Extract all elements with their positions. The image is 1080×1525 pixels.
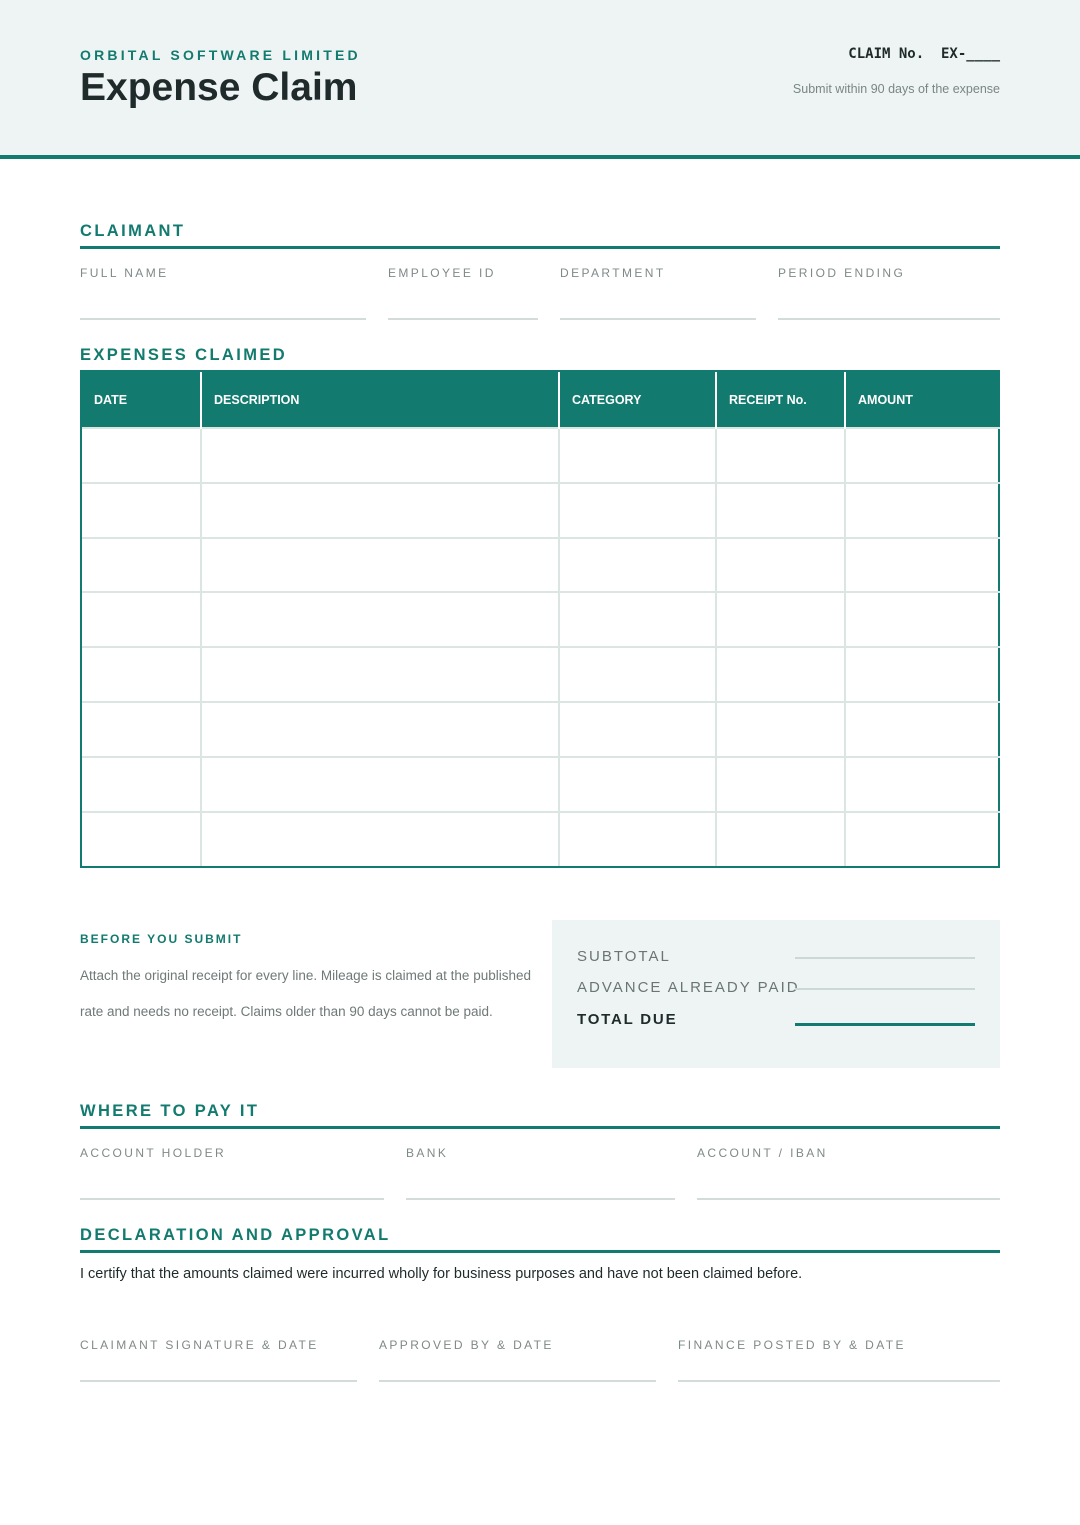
table-row [82, 428, 1000, 483]
submit-deadline-note: Submit within 90 days of the expense [792, 82, 1000, 96]
totals-panel [552, 920, 1000, 1068]
table-row [82, 702, 1000, 757]
date-cell[interactable] [82, 647, 201, 702]
date-cell[interactable] [82, 428, 201, 483]
full-name-label: FULL NAME [80, 266, 169, 280]
date-cell[interactable] [82, 592, 201, 647]
full-name-field[interactable] [80, 266, 366, 320]
company-name: ORBITAL SOFTWARE LIMITED [80, 47, 361, 63]
description-cell[interactable] [201, 812, 559, 867]
total-due-field[interactable] [795, 1023, 975, 1026]
claim-number: CLAIM No. EX-____ [848, 46, 1000, 62]
category-cell[interactable] [559, 702, 716, 757]
finance-posted-label: FINANCE POSTED BY & DATE [678, 1338, 906, 1352]
expenses-table [80, 370, 1000, 868]
account-iban-label: ACCOUNT / IBAN [697, 1146, 828, 1160]
table-row [82, 647, 1000, 702]
employee-id-label: EMPLOYEE ID [388, 266, 496, 280]
amount-cell[interactable] [845, 702, 1000, 757]
amount-cell[interactable] [845, 812, 1000, 867]
approved-by-label: APPROVED BY & DATE [379, 1338, 554, 1352]
receipt-no-cell[interactable] [716, 592, 845, 647]
date-cell[interactable] [82, 538, 201, 593]
description-cell[interactable] [201, 702, 559, 757]
table-row [82, 483, 1000, 538]
date-cell[interactable] [82, 483, 201, 538]
amount-cell[interactable] [845, 647, 1000, 702]
category-cell[interactable] [559, 428, 716, 483]
column-header-date: DATE [82, 372, 201, 428]
table-row [82, 812, 1000, 867]
category-cell[interactable] [559, 812, 716, 867]
declaration-section-title: DECLARATION AND APPROVAL [80, 1226, 1000, 1253]
amount-cell[interactable] [845, 592, 1000, 647]
subtotal-label: SUBTOTAL [577, 948, 671, 965]
advance-paid-field[interactable] [795, 988, 975, 990]
table-row [82, 538, 1000, 593]
amount-cell[interactable] [845, 538, 1000, 593]
description-cell[interactable] [201, 647, 559, 702]
claimant-signature-label: CLAIMANT SIGNATURE & DATE [80, 1338, 319, 1352]
before-submit-title: BEFORE YOU SUBMIT [80, 932, 243, 946]
claimant-signature-field[interactable] [80, 1338, 357, 1382]
bank-field[interactable] [406, 1146, 675, 1200]
receipt-no-cell[interactable] [716, 812, 845, 867]
amount-cell[interactable] [845, 757, 1000, 812]
receipt-no-cell[interactable] [716, 428, 845, 483]
employee-id-field[interactable] [388, 266, 538, 320]
declaration-text: I certify that the amounts claimed were incurred wholly for business purposes and have not been claimed before. [80, 1266, 803, 1282]
period-ending-label: PERIOD ENDING [778, 266, 906, 280]
category-cell[interactable] [559, 483, 716, 538]
date-cell[interactable] [82, 812, 201, 867]
total-due-label: TOTAL DUE [577, 1011, 678, 1028]
table-row [82, 757, 1000, 812]
description-cell[interactable] [201, 592, 559, 647]
department-field[interactable] [560, 266, 756, 320]
receipt-no-cell[interactable] [716, 538, 845, 593]
payment-section-title: WHERE TO PAY IT [80, 1102, 1000, 1129]
category-cell[interactable] [559, 647, 716, 702]
column-header-amount: AMOUNT [845, 372, 1000, 428]
category-cell[interactable] [559, 592, 716, 647]
advance-paid-label: ADVANCE ALREADY PAID [577, 979, 800, 996]
department-label: DEPARTMENT [560, 266, 666, 280]
receipt-no-cell[interactable] [716, 757, 845, 812]
claimant-section-title: CLAIMANT [80, 222, 1000, 249]
table-row [82, 592, 1000, 647]
receipt-no-cell[interactable] [716, 702, 845, 757]
description-cell[interactable] [201, 538, 559, 593]
amount-cell[interactable] [845, 483, 1000, 538]
date-cell[interactable] [82, 702, 201, 757]
account-iban-field[interactable] [697, 1146, 1000, 1200]
expenses-section-title: EXPENSES CLAIMED [80, 346, 288, 364]
before-submit-text: Attach the original receipt for every line. Mileage is claimed at the published rate and needs no receipt. Claims older than 90 days cannot be paid. [80, 968, 531, 1019]
description-cell[interactable] [201, 428, 559, 483]
description-cell[interactable] [201, 483, 559, 538]
account-holder-field[interactable] [80, 1146, 384, 1200]
bank-label: BANK [406, 1146, 449, 1160]
receipt-no-cell[interactable] [716, 483, 845, 538]
amount-cell[interactable] [845, 428, 1000, 483]
column-header-category: CATEGORY [559, 372, 716, 428]
category-cell[interactable] [559, 757, 716, 812]
page-title: Expense Claim [80, 66, 358, 109]
column-header-receipt-no: RECEIPT No. [716, 372, 845, 428]
description-cell[interactable] [201, 757, 559, 812]
table-header-row [82, 372, 1000, 428]
form-header [0, 0, 1080, 159]
subtotal-field[interactable] [795, 957, 975, 959]
finance-posted-field[interactable] [678, 1338, 1000, 1382]
approved-by-field[interactable] [379, 1338, 656, 1382]
receipt-no-cell[interactable] [716, 647, 845, 702]
column-header-description: DESCRIPTION [201, 372, 559, 428]
date-cell[interactable] [82, 757, 201, 812]
period-ending-field[interactable] [778, 266, 1000, 320]
account-holder-label: ACCOUNT HOLDER [80, 1146, 227, 1160]
category-cell[interactable] [559, 538, 716, 593]
